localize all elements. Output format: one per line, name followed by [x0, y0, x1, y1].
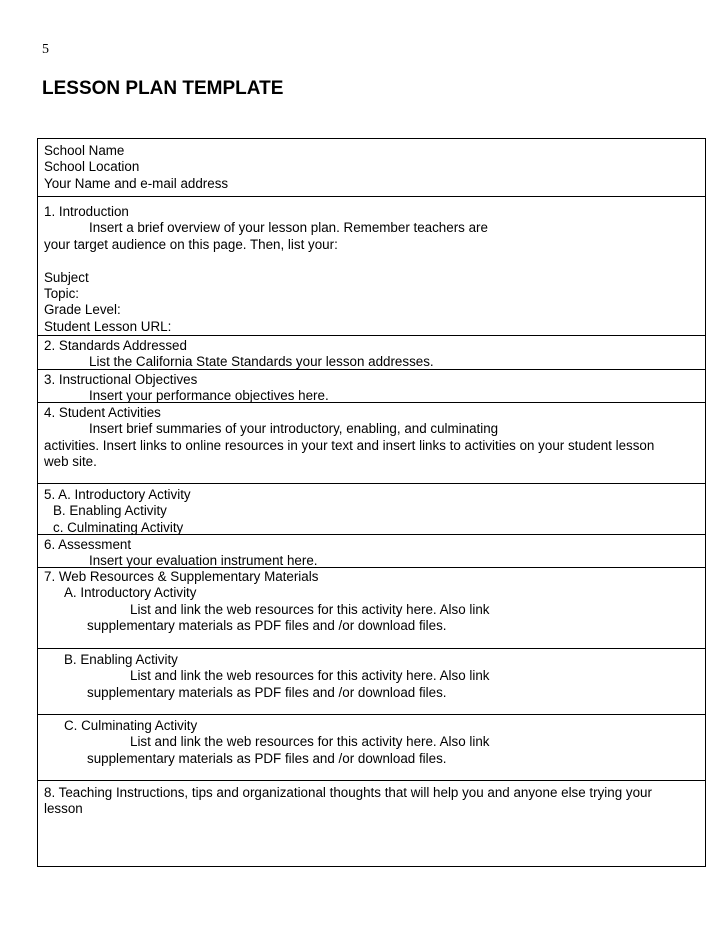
web-resources-b-title: B. Enabling Activity: [64, 652, 178, 667]
web-resources-b-text-cont: supplementary materials as PDF files and /or download files.: [87, 684, 447, 700]
introduction-row: [38, 197, 705, 336]
web-resources-b-row: [38, 648, 705, 715]
objectives-text: Insert your performance objectives here.: [89, 388, 329, 404]
activity-a-label: 5. A. Introductory Activity: [44, 487, 191, 502]
school-name-label: School Name: [44, 143, 125, 158]
assessment-heading: 6. Assessment: [44, 537, 132, 552]
school-info-row: [38, 139, 705, 197]
name-email-label: Your Name and e-mail address: [44, 175, 229, 191]
activity-list-row: [38, 484, 705, 535]
lesson-plan-table: [37, 138, 706, 867]
activities-text-end: web site.: [44, 454, 97, 470]
objectives-heading: 3. Instructional Objectives: [44, 372, 198, 387]
grade-level-label: Grade Level:: [44, 302, 121, 318]
activities-heading: 4. Student Activities: [44, 405, 161, 420]
activities-text-cont: activities. Insert links to online resources in your text and insert links to activities on your student lesson: [44, 437, 655, 453]
teaching-row: [38, 781, 705, 866]
standards-row: [38, 336, 705, 370]
subject-label: Subject: [44, 269, 89, 285]
standards-text: List the California State Standards your lesson addresses.: [89, 354, 434, 370]
assessment-row: [38, 535, 705, 568]
spacer: [44, 253, 705, 269]
lesson-url-label: Student Lesson URL:: [44, 318, 172, 334]
introduction-text: Insert a brief overview of your lesson plan. Remember teachers are: [89, 220, 488, 236]
web-resources-c-row: [38, 715, 705, 781]
introduction-text-cont: your target audience on this page. Then, list your:: [44, 236, 338, 252]
page-number: 5: [42, 42, 49, 57]
teaching-heading-cont: lesson: [44, 801, 83, 817]
web-resources-a-text-cont: supplementary materials as PDF files and /or download files.: [87, 618, 447, 634]
objectives-row: [38, 370, 705, 403]
web-resources-c-text-cont: supplementary materials as PDF files and /or download files.: [87, 750, 447, 766]
web-resources-a-title: A. Introductory Activity: [64, 585, 197, 601]
web-resources-heading: 7. Web Resources & Supplementary Materials: [44, 569, 319, 584]
assessment-text: Insert your evaluation instrument here.: [89, 553, 318, 569]
standards-heading: 2. Standards Addressed: [44, 338, 187, 353]
introduction-heading: 1. Introduction: [44, 204, 129, 219]
school-location-label: School Location: [44, 159, 140, 175]
web-resources-c-title: C. Culminating Activity: [64, 718, 198, 733]
activities-row: [38, 403, 705, 484]
activity-b-label: B. Enabling Activity: [53, 503, 167, 519]
web-resources-c-text: List and link the web resources for this activity here. Also link: [130, 734, 490, 750]
document-title: LESSON PLAN TEMPLATE: [42, 78, 284, 99]
web-resources-b-text: List and link the web resources for this activity here. Also link: [130, 668, 490, 684]
activity-c-label: c. Culminating Activity: [53, 519, 184, 535]
activities-text: Insert brief summaries of your introductory, enabling, and culminating: [89, 421, 499, 437]
topic-label: Topic:: [44, 286, 79, 302]
web-resources-heading-row: [38, 568, 705, 648]
teaching-heading: 8. Teaching Instructions, tips and organizational thoughts that will help you and anyone else trying your: [44, 785, 652, 800]
web-resources-a-text: List and link the web resources for this activity here. Also link: [130, 601, 490, 617]
